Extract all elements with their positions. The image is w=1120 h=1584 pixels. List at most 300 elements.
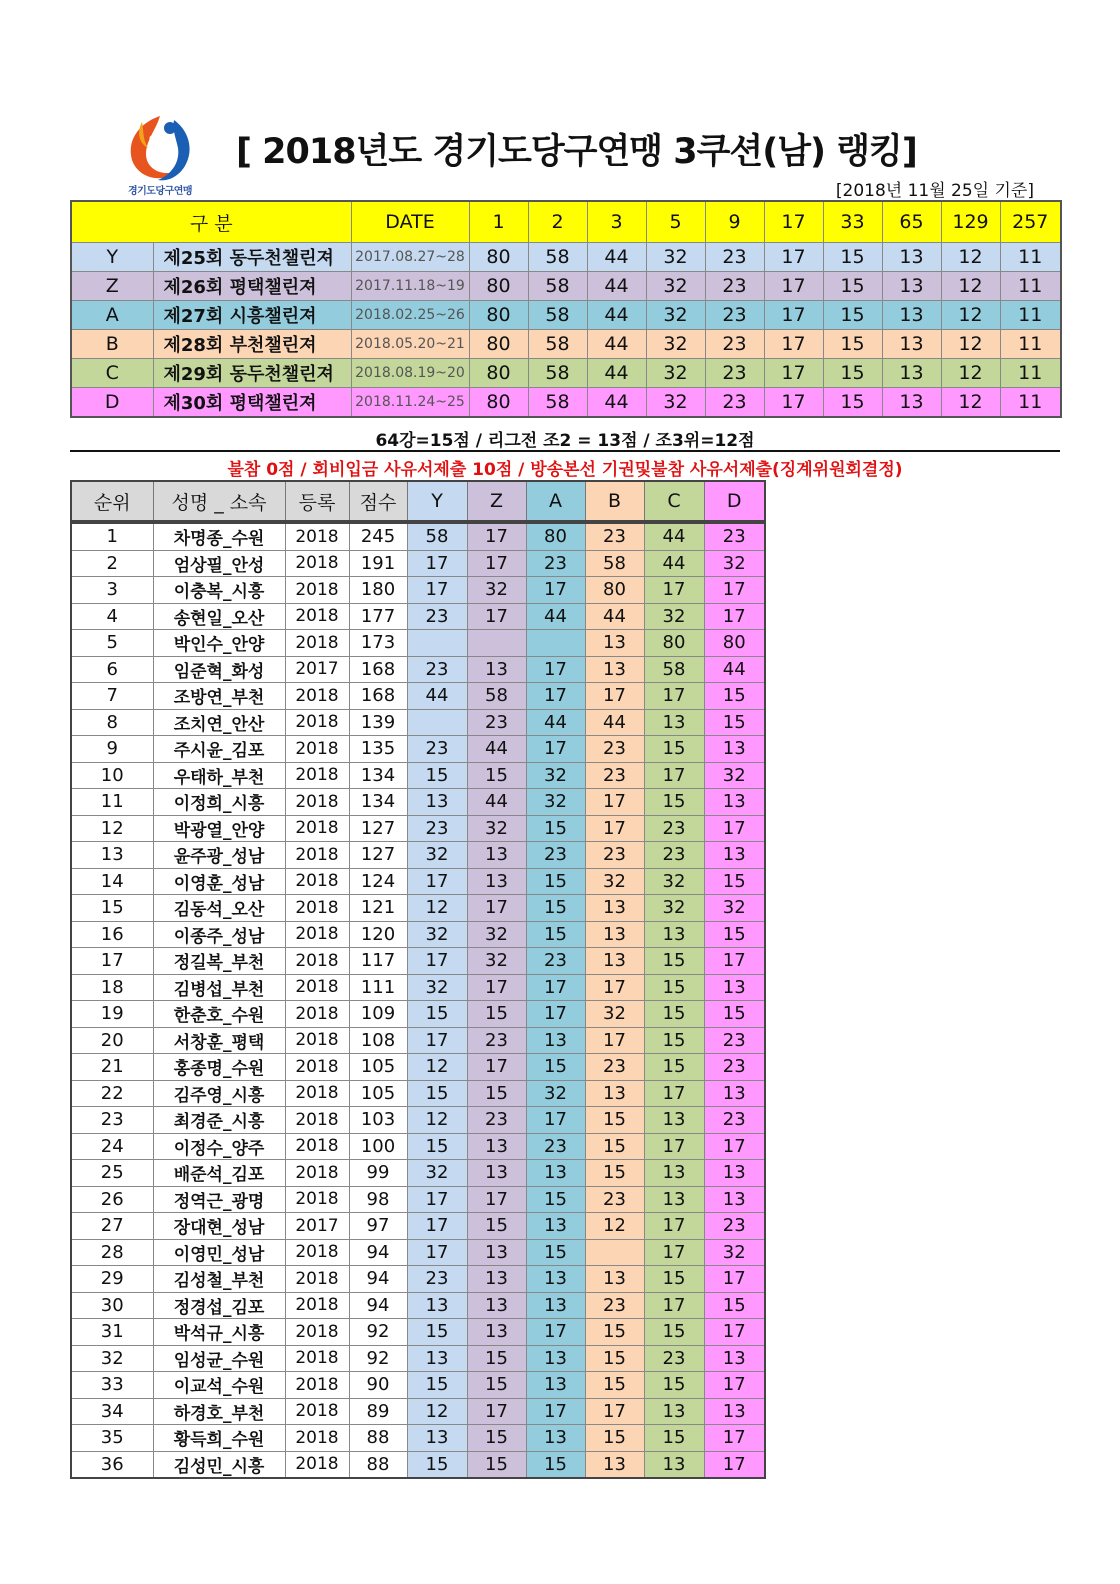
score-d-cell: 32 [704, 550, 765, 577]
ranking-row [71, 1160, 765, 1187]
total-score-cell: 89 [349, 1398, 407, 1425]
score-z-cell: 15 [467, 762, 526, 789]
schedule-points: 13 [882, 301, 941, 330]
schedule-points: 23 [705, 330, 764, 359]
score-c-cell: 17 [644, 1292, 704, 1319]
registration-year-cell: 2017 [285, 1213, 349, 1240]
schedule-points: 44 [587, 272, 646, 301]
score-y-cell: 23 [407, 656, 467, 683]
schedule-row [71, 301, 1061, 330]
rank-cell: 11 [71, 789, 153, 816]
player-name-cell: 서창훈_평택 [153, 1027, 285, 1054]
score-y-cell: 44 [407, 683, 467, 710]
score-z-cell: 17 [467, 1398, 526, 1425]
rank-cell: 17 [71, 948, 153, 975]
score-y-cell: 23 [407, 1266, 467, 1293]
as-of-date: [2018년 11월 25일 기준] [835, 181, 1034, 201]
player-name-cell: 박광열_안양 [153, 815, 285, 842]
score-c-cell: 17 [644, 577, 704, 604]
player-name-cell: 이정희_시흥 [153, 789, 285, 816]
score-z-cell: 17 [467, 550, 526, 577]
schedule-header-category: 구 분 [71, 201, 351, 243]
registration-year-cell: 2018 [285, 789, 349, 816]
score-y-cell: 15 [407, 1001, 467, 1028]
score-d-cell: 23 [704, 1054, 765, 1081]
score-a-cell: 15 [526, 1186, 585, 1213]
score-z-cell: 15 [467, 1213, 526, 1240]
score-z-cell: 17 [467, 895, 526, 922]
score-y-cell: 15 [407, 1372, 467, 1399]
score-b-cell: 17 [585, 683, 644, 710]
score-z-cell: 13 [467, 656, 526, 683]
ranking-row [71, 921, 765, 948]
score-y-cell [407, 630, 467, 657]
ranking-row [71, 603, 765, 630]
score-b-cell: 13 [585, 1266, 644, 1293]
score-b-cell: 12 [585, 1213, 644, 1240]
score-d-cell: 32 [704, 1239, 765, 1266]
score-b-cell: 17 [585, 789, 644, 816]
tournament-schedule-table [70, 200, 1062, 418]
ranking-header-cell: 등록 [285, 481, 349, 521]
score-z-cell [467, 630, 526, 657]
ranking-row [71, 762, 765, 789]
registration-year-cell: 2018 [285, 842, 349, 869]
rank-cell: 25 [71, 1160, 153, 1187]
score-a-cell: 17 [526, 1001, 585, 1028]
schedule-points: 12 [941, 301, 1000, 330]
player-name-cell: 우태하_부천 [153, 762, 285, 789]
ranking-row [71, 1398, 765, 1425]
player-name-cell: 배준석_김포 [153, 1160, 285, 1187]
total-score-cell: 127 [349, 815, 407, 842]
total-score-cell: 94 [349, 1266, 407, 1293]
schedule-points: 58 [528, 272, 587, 301]
schedule-points: 32 [646, 359, 705, 388]
score-d-cell: 17 [704, 1451, 765, 1478]
score-d-cell: 13 [704, 1160, 765, 1187]
score-a-cell: 44 [526, 603, 585, 630]
score-b-cell: 17 [585, 974, 644, 1001]
score-c-cell: 23 [644, 815, 704, 842]
total-score-cell: 92 [349, 1319, 407, 1346]
schedule-points: 80 [469, 272, 528, 301]
score-a-cell: 15 [526, 868, 585, 895]
schedule-header-place: 9 [705, 201, 764, 243]
schedule-header-place: 3 [587, 201, 646, 243]
score-d-cell: 13 [704, 1080, 765, 1107]
player-name-cell: 박인수_안양 [153, 630, 285, 657]
rank-cell: 29 [71, 1266, 153, 1293]
score-d-cell: 44 [704, 656, 765, 683]
schedule-code: Z [71, 272, 153, 301]
registration-year-cell: 2018 [285, 1027, 349, 1054]
ranking-row [71, 1001, 765, 1028]
registration-year-cell: 2018 [285, 1319, 349, 1346]
score-a-cell: 17 [526, 577, 585, 604]
schedule-header-place: 257 [1000, 201, 1061, 243]
ranking-row [71, 1372, 765, 1399]
registration-year-cell: 2018 [285, 1266, 349, 1293]
schedule-points: 80 [469, 301, 528, 330]
ranking-row [71, 868, 765, 895]
score-z-cell: 13 [467, 1133, 526, 1160]
score-b-cell: 15 [585, 1107, 644, 1134]
score-y-cell: 12 [407, 895, 467, 922]
schedule-points: 17 [764, 330, 823, 359]
ranking-header-cell: 성명 _ 소속 [153, 481, 285, 521]
score-c-cell: 13 [644, 1186, 704, 1213]
registration-year-cell: 2018 [285, 736, 349, 763]
schedule-points: 15 [823, 301, 882, 330]
player-name-cell: 황득희_수원 [153, 1425, 285, 1452]
ranking-row [71, 1133, 765, 1160]
schedule-points: 17 [764, 243, 823, 272]
total-score-cell: 100 [349, 1133, 407, 1160]
score-y-cell: 17 [407, 1186, 467, 1213]
score-a-cell: 17 [526, 974, 585, 1001]
player-name-cell: 조방연_부천 [153, 683, 285, 710]
schedule-points: 11 [1000, 330, 1061, 359]
flame-logo-icon [112, 108, 208, 188]
score-a-cell: 15 [526, 921, 585, 948]
schedule-points: 12 [941, 272, 1000, 301]
score-a-cell [526, 630, 585, 657]
rank-cell: 33 [71, 1372, 153, 1399]
schedule-header-place: 1 [469, 201, 528, 243]
score-b-cell: 23 [585, 1292, 644, 1319]
total-score-cell: 177 [349, 603, 407, 630]
schedule-points: 80 [469, 359, 528, 388]
score-d-cell: 15 [704, 709, 765, 736]
score-z-cell: 17 [467, 603, 526, 630]
rank-cell: 30 [71, 1292, 153, 1319]
player-name-cell: 송현일_오산 [153, 603, 285, 630]
player-name-cell: 하경호_부천 [153, 1398, 285, 1425]
score-a-cell: 32 [526, 1080, 585, 1107]
schedule-points: 32 [646, 243, 705, 272]
player-name-cell: 이영민_성남 [153, 1239, 285, 1266]
score-a-cell: 17 [526, 683, 585, 710]
score-c-cell: 13 [644, 1107, 704, 1134]
total-score-cell: 121 [349, 895, 407, 922]
schedule-header-place: 5 [646, 201, 705, 243]
score-d-cell: 17 [704, 577, 765, 604]
score-a-cell: 15 [526, 1054, 585, 1081]
score-y-cell: 32 [407, 1160, 467, 1187]
ranking-row [71, 577, 765, 604]
schedule-points: 13 [882, 272, 941, 301]
score-a-cell: 32 [526, 789, 585, 816]
rank-cell: 8 [71, 709, 153, 736]
total-score-cell: 94 [349, 1239, 407, 1266]
rank-cell: 32 [71, 1345, 153, 1372]
rank-cell: 4 [71, 603, 153, 630]
player-name-cell: 주시윤_김포 [153, 736, 285, 763]
player-name-cell: 홍종명_수원 [153, 1054, 285, 1081]
schedule-points: 15 [823, 330, 882, 359]
score-a-cell: 13 [526, 1292, 585, 1319]
player-name-cell: 박석규_시흥 [153, 1319, 285, 1346]
registration-year-cell: 2018 [285, 921, 349, 948]
score-z-cell: 13 [467, 1239, 526, 1266]
schedule-points: 80 [469, 330, 528, 359]
score-b-cell: 23 [585, 523, 644, 550]
schedule-header-place: 17 [764, 201, 823, 243]
rank-cell: 24 [71, 1133, 153, 1160]
score-b-cell: 17 [585, 1398, 644, 1425]
score-d-cell: 17 [704, 1372, 765, 1399]
score-c-cell: 58 [644, 656, 704, 683]
score-y-cell: 12 [407, 1107, 467, 1134]
rank-cell: 19 [71, 1001, 153, 1028]
score-c-cell: 23 [644, 842, 704, 869]
score-c-cell: 17 [644, 683, 704, 710]
schedule-points: 15 [823, 388, 882, 418]
schedule-date: 2018.02.25~26 [351, 301, 469, 330]
schedule-header-place: 65 [882, 201, 941, 243]
score-b-cell [585, 1239, 644, 1266]
score-b-cell: 80 [585, 577, 644, 604]
total-score-cell: 168 [349, 656, 407, 683]
score-z-cell: 23 [467, 1027, 526, 1054]
ranking-row [71, 1186, 765, 1213]
score-d-cell: 17 [704, 1425, 765, 1452]
schedule-event-name: 제30회 평택챌린져 [153, 388, 351, 418]
schedule-points: 13 [882, 388, 941, 418]
registration-year-cell: 2018 [285, 868, 349, 895]
rank-cell: 10 [71, 762, 153, 789]
schedule-points: 44 [587, 243, 646, 272]
registration-year-cell: 2018 [285, 1398, 349, 1425]
schedule-header-date: DATE [351, 201, 469, 243]
score-c-cell: 13 [644, 1451, 704, 1478]
score-y-cell: 17 [407, 948, 467, 975]
score-a-cell: 17 [526, 656, 585, 683]
player-name-cell: 차명종_수원 [153, 523, 285, 550]
score-b-cell: 13 [585, 1080, 644, 1107]
ranking-row [71, 736, 765, 763]
registration-year-cell: 2018 [285, 1345, 349, 1372]
score-z-cell: 32 [467, 577, 526, 604]
score-b-cell: 15 [585, 1425, 644, 1452]
score-a-cell: 13 [526, 1027, 585, 1054]
score-a-cell: 15 [526, 1239, 585, 1266]
schedule-points: 23 [705, 243, 764, 272]
schedule-points: 12 [941, 388, 1000, 418]
score-y-cell [407, 709, 467, 736]
score-c-cell: 44 [644, 523, 704, 550]
schedule-points: 12 [941, 330, 1000, 359]
player-name-cell: 정길복_부천 [153, 948, 285, 975]
score-c-cell: 23 [644, 1345, 704, 1372]
total-score-cell: 103 [349, 1107, 407, 1134]
ranking-row [71, 789, 765, 816]
score-c-cell: 15 [644, 974, 704, 1001]
registration-year-cell: 2018 [285, 815, 349, 842]
score-a-cell: 13 [526, 1160, 585, 1187]
score-d-cell: 13 [704, 789, 765, 816]
total-score-cell: 134 [349, 762, 407, 789]
player-name-cell: 이정수_양주 [153, 1133, 285, 1160]
score-c-cell: 13 [644, 709, 704, 736]
total-score-cell: 88 [349, 1425, 407, 1452]
schedule-row [71, 272, 1061, 301]
logo-text: 경기도당구연맹 [127, 186, 193, 197]
score-d-cell: 13 [704, 1186, 765, 1213]
ranking-header-cell: Z [467, 481, 526, 521]
registration-year-cell: 2018 [285, 1425, 349, 1452]
score-b-cell: 13 [585, 630, 644, 657]
schedule-points: 13 [882, 243, 941, 272]
score-z-cell: 15 [467, 1345, 526, 1372]
schedule-points: 58 [528, 330, 587, 359]
score-d-cell: 13 [704, 842, 765, 869]
score-d-cell: 13 [704, 736, 765, 763]
score-b-cell: 23 [585, 1186, 644, 1213]
registration-year-cell: 2018 [285, 1001, 349, 1028]
score-d-cell: 13 [704, 974, 765, 1001]
schedule-code: D [71, 388, 153, 418]
ranking-table [70, 522, 766, 1479]
schedule-points: 11 [1000, 359, 1061, 388]
score-d-cell: 13 [704, 1345, 765, 1372]
score-b-cell: 58 [585, 550, 644, 577]
score-b-cell: 17 [585, 815, 644, 842]
score-b-cell: 23 [585, 736, 644, 763]
ranking-header-cell: A [526, 481, 585, 521]
score-d-cell: 17 [704, 1266, 765, 1293]
score-a-cell: 32 [526, 762, 585, 789]
rank-cell: 14 [71, 868, 153, 895]
rank-cell: 34 [71, 1398, 153, 1425]
score-b-cell: 32 [585, 1001, 644, 1028]
score-z-cell: 17 [467, 523, 526, 550]
ranking-row [71, 895, 765, 922]
registration-year-cell: 2018 [285, 1107, 349, 1134]
score-a-cell: 17 [526, 736, 585, 763]
rank-cell: 15 [71, 895, 153, 922]
total-score-cell: 109 [349, 1001, 407, 1028]
score-c-cell: 15 [644, 1425, 704, 1452]
penalty-note: 불참 0점 / 회비입금 사유서제출 10점 / 방송본선 기권및불참 사유서제출(징계위원회결정) [227, 460, 903, 480]
total-score-cell: 127 [349, 842, 407, 869]
schedule-header-row [71, 201, 1061, 243]
score-c-cell: 17 [644, 1080, 704, 1107]
score-a-cell: 17 [526, 1319, 585, 1346]
ranking-row [71, 974, 765, 1001]
schedule-points: 15 [823, 359, 882, 388]
ranking-row [71, 1451, 765, 1478]
registration-year-cell: 2018 [285, 1186, 349, 1213]
player-name-cell: 이교석_수원 [153, 1372, 285, 1399]
rank-cell: 3 [71, 577, 153, 604]
rank-cell: 9 [71, 736, 153, 763]
rank-cell: 36 [71, 1451, 153, 1478]
schedule-points: 32 [646, 388, 705, 418]
ranking-row [71, 1345, 765, 1372]
score-d-cell: 15 [704, 683, 765, 710]
schedule-points: 17 [764, 359, 823, 388]
total-score-cell: 135 [349, 736, 407, 763]
score-d-cell: 17 [704, 815, 765, 842]
schedule-code: C [71, 359, 153, 388]
score-b-cell: 23 [585, 1054, 644, 1081]
schedule-row [71, 330, 1061, 359]
score-z-cell: 17 [467, 1186, 526, 1213]
schedule-points: 44 [587, 301, 646, 330]
score-a-cell: 17 [526, 1398, 585, 1425]
schedule-points: 23 [705, 272, 764, 301]
schedule-points: 17 [764, 301, 823, 330]
score-z-cell: 13 [467, 868, 526, 895]
score-z-cell: 15 [467, 1001, 526, 1028]
schedule-date: 2017.11.18~19 [351, 272, 469, 301]
score-a-cell: 80 [526, 523, 585, 550]
registration-year-cell: 2018 [285, 577, 349, 604]
registration-year-cell: 2018 [285, 1133, 349, 1160]
schedule-points: 44 [587, 388, 646, 418]
score-z-cell: 32 [467, 921, 526, 948]
schedule-points: 11 [1000, 272, 1061, 301]
total-score-cell: 168 [349, 683, 407, 710]
score-d-cell: 15 [704, 921, 765, 948]
schedule-points: 32 [646, 272, 705, 301]
score-a-cell: 15 [526, 1451, 585, 1478]
score-d-cell: 17 [704, 1133, 765, 1160]
score-a-cell: 23 [526, 550, 585, 577]
score-b-cell: 13 [585, 895, 644, 922]
score-d-cell: 13 [704, 1398, 765, 1425]
score-c-cell: 15 [644, 1266, 704, 1293]
registration-year-cell: 2018 [285, 1292, 349, 1319]
score-y-cell: 13 [407, 789, 467, 816]
score-z-cell: 13 [467, 1160, 526, 1187]
ranking-row [71, 550, 765, 577]
registration-year-cell: 2018 [285, 630, 349, 657]
player-name-cell: 이영훈_성남 [153, 868, 285, 895]
score-z-cell: 44 [467, 789, 526, 816]
registration-year-cell: 2018 [285, 550, 349, 577]
score-z-cell: 58 [467, 683, 526, 710]
score-y-cell: 32 [407, 842, 467, 869]
ranking-row [71, 1027, 765, 1054]
schedule-points: 15 [823, 272, 882, 301]
score-a-cell: 13 [526, 1213, 585, 1240]
registration-year-cell: 2018 [285, 603, 349, 630]
total-score-cell: 108 [349, 1027, 407, 1054]
score-b-cell: 15 [585, 1133, 644, 1160]
schedule-points: 80 [469, 243, 528, 272]
registration-year-cell: 2017 [285, 656, 349, 683]
schedule-points: 11 [1000, 301, 1061, 330]
score-z-cell: 15 [467, 1372, 526, 1399]
score-y-cell: 58 [407, 523, 467, 550]
player-name-cell: 한춘호_수원 [153, 1001, 285, 1028]
schedule-points: 15 [823, 243, 882, 272]
score-y-cell: 15 [407, 1133, 467, 1160]
score-b-cell: 15 [585, 1319, 644, 1346]
score-c-cell: 15 [644, 789, 704, 816]
rank-cell: 21 [71, 1054, 153, 1081]
score-d-cell: 80 [704, 630, 765, 657]
score-b-cell: 15 [585, 1372, 644, 1399]
rank-cell: 28 [71, 1239, 153, 1266]
ranking-row [71, 630, 765, 657]
registration-year-cell: 2018 [285, 709, 349, 736]
registration-year-cell: 2018 [285, 895, 349, 922]
player-name-cell: 최경준_시흥 [153, 1107, 285, 1134]
